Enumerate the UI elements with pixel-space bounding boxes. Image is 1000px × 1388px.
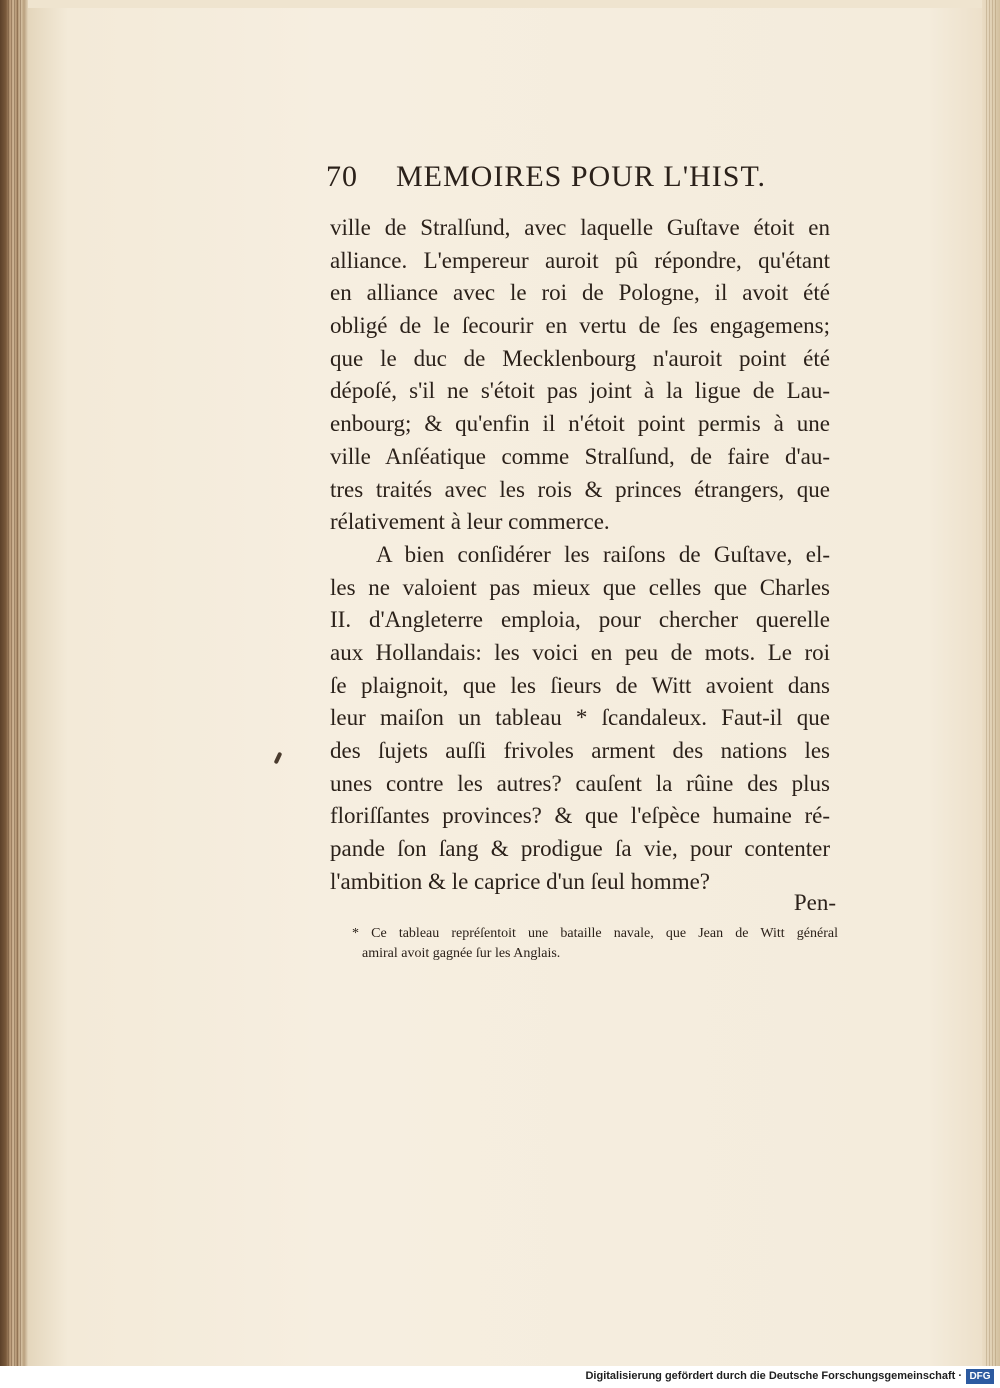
text-line: ville Anſéatique comme Stralſund, de faire d'au- xyxy=(330,443,830,469)
book-spine-edge xyxy=(0,0,28,1366)
text-line: II. d'Angleterre emploia, pour chercher querelle xyxy=(330,607,830,633)
text-line: l'ambition & le caprice d'un ſeul homme? xyxy=(330,868,711,894)
digitization-footer xyxy=(0,1366,1000,1388)
body-text xyxy=(330,212,830,898)
text-line: tres traités avec les rois & princes étrangers, que xyxy=(330,476,830,502)
text-line: rélativement à leur commerce. xyxy=(330,509,610,535)
page-number: 70 xyxy=(326,160,358,193)
text-line: ville de Stralſund, avec laquelle Guſtave étoit en xyxy=(330,215,830,240)
text-line: floriſſantes provinces? & que l'eſpèce humaine ré- xyxy=(330,803,830,829)
catchword: Pen- xyxy=(793,890,836,915)
text-line: obligé de le ſecourir en vertu de ſes engagemens; xyxy=(330,313,830,339)
funding-credit: Digitalisierung gefördert durch die Deutsche Forschungsgemeinschaft · xyxy=(585,1370,962,1382)
text-line: des ſujets auſſi frivoles arment des nations les xyxy=(330,738,830,763)
text-line: ſe plaignoit, que les ſieurs de Witt avoient dans xyxy=(330,672,830,698)
dfg-logo-icon: DFG xyxy=(966,1369,994,1384)
text-line: unes contre les autres? cauſent la rûine des plus xyxy=(330,770,830,796)
text-line: leur maiſon un tableau * ſcandaleux. Faut-il que xyxy=(330,705,830,731)
footnote-line: * Ce tableau repréſentoit une bataille navale, que Jean de Witt général xyxy=(352,926,838,941)
text-line: dépoſé, s'il ne s'étoit pas joint à la ligue de Lau- xyxy=(330,378,830,404)
text-line: alliance. L'empereur auroit pû répondre, qu'étant xyxy=(330,247,830,273)
text-line: aux Hollandais: les voici en peu de mots. Le roi xyxy=(330,639,830,665)
text-line: les ne valoient pas mieux que celles que Charles xyxy=(330,574,830,600)
running-head xyxy=(326,160,766,204)
footnote-line: amiral avoit gagnée ſur les Anglais. xyxy=(362,946,561,961)
text-line: A bien conſidérer les raiſons de Guſtave, el- xyxy=(376,541,830,567)
footnote xyxy=(352,924,838,964)
text-line: pande ſon ſang & prodigue ſa vie, pour contenter xyxy=(330,836,830,862)
text-line: que le duc de Mecklenbourg n'auroit point été xyxy=(330,345,830,371)
text-line: en alliance avec le roi de Pologne, il avoit été xyxy=(330,280,830,306)
running-title: MEMOIRES POUR L'HIST. xyxy=(396,160,767,193)
page-fore-edge xyxy=(982,0,1000,1366)
text-line: enbourg; & qu'enfin il n'étoit point permis à une xyxy=(330,411,830,437)
